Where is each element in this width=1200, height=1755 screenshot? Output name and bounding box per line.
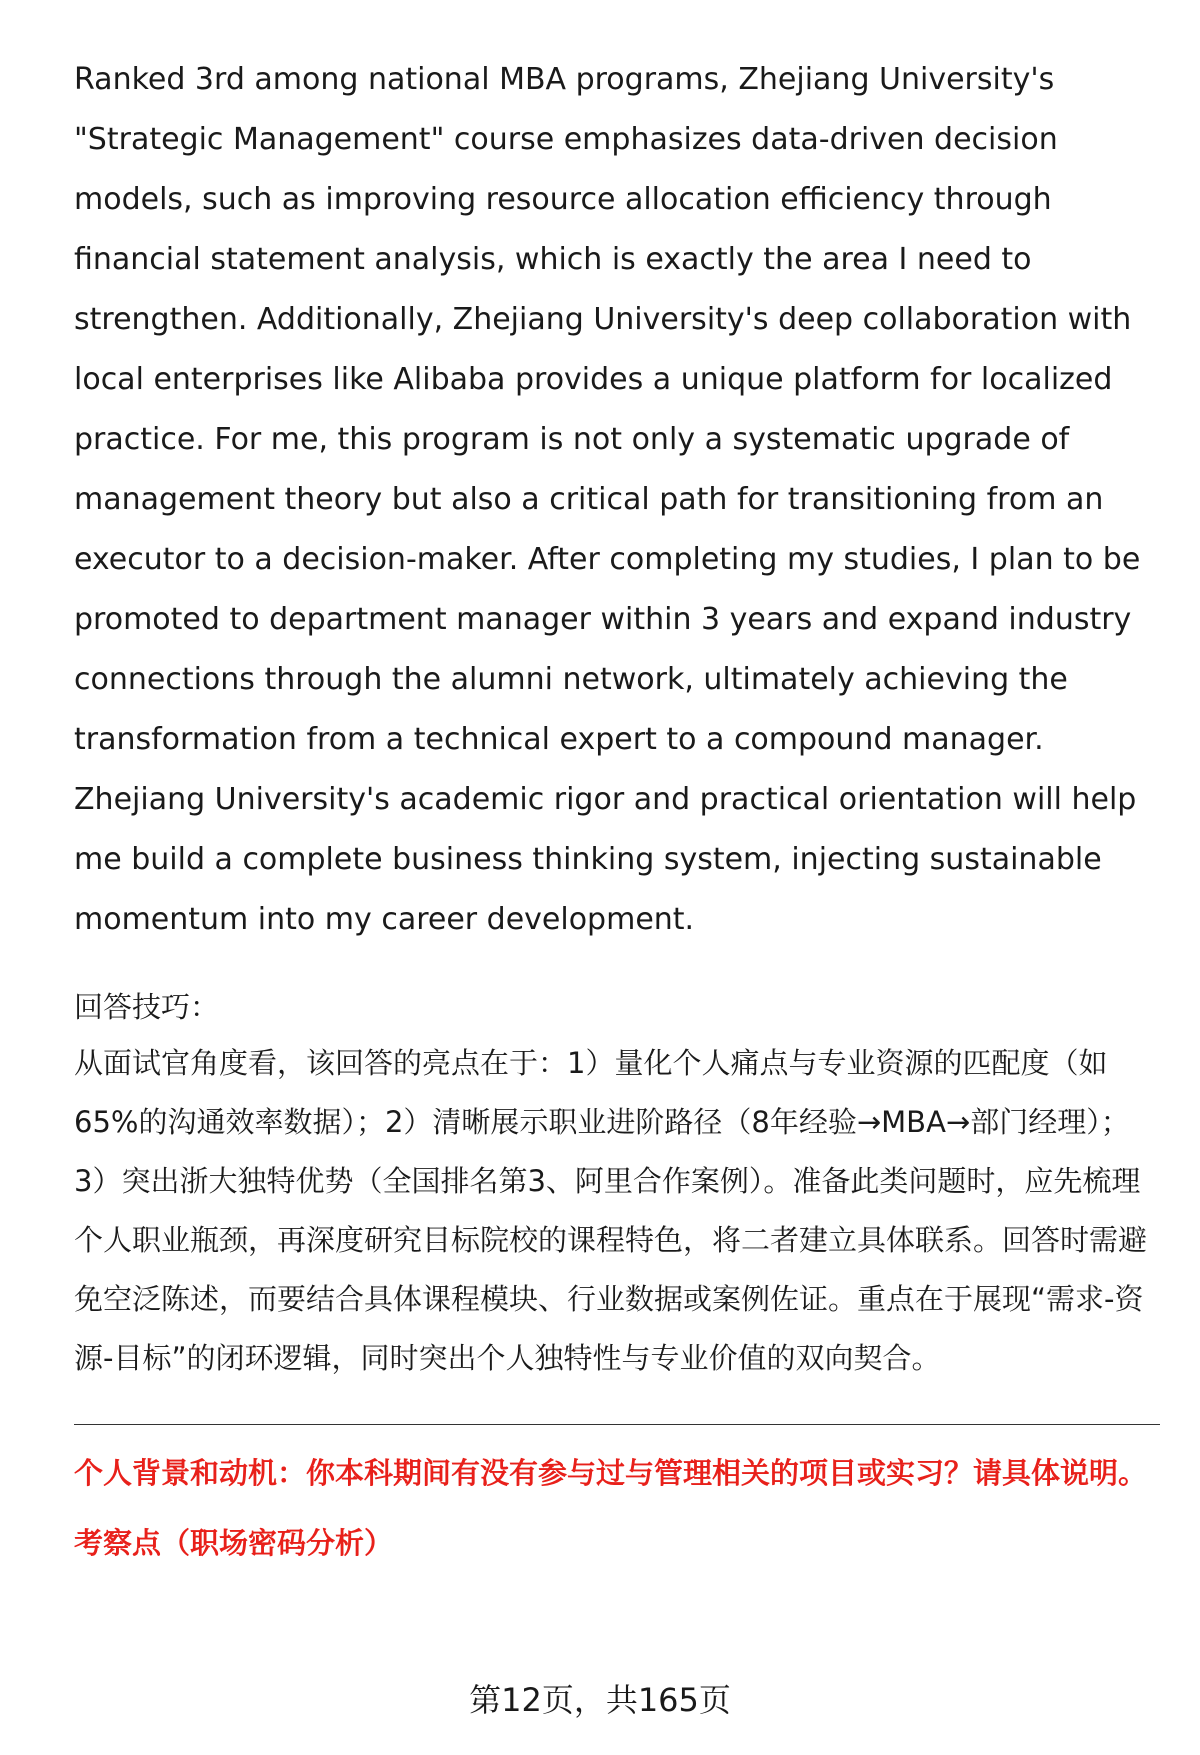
section-divider [74,1424,1160,1425]
page-content [74,50,1160,1565]
next-question: 个人背景和动机：你本科期间有没有参与过与管理相关的项目或实习？请具体说明。 [74,1456,1148,1490]
tips-body: 从面试官角度看，该回答的亮点在于：1）量化个人痛点与专业资源的匹配度（如65%的沟通效率数据）；2）清晰展示职业进阶路径（8年经验→MBA→部门经理）；3）突出浙大独特优势（全国排名第3、阿里合作案例）。准备此类问题时，应先梳理个人职业瓶颈，再深度研究目标院校的课程特色，将二者建立具体联系。回答时需避免空泛陈述，而要结合具体课程模块、行业数据或案例佐证。重点在于展现“需求-资源-目标”的闭环逻辑，同时突出个人独特性与专业价值的双向契合。 [74,1046,1148,1375]
tips-label: 回答技巧： [74,990,220,1024]
section-title: 考察点（职场密码分析） [74,1526,394,1560]
page-number: 第12页，共165页 [469,1681,731,1719]
answer-paragraph: Ranked 3rd among national MBA programs, Zhejiang University's "Strategic Management" course emphasizes data-driven decision models, such as improving resource allocation efficiency through financial statement analysis, which is exactly the area I need to strengthen. Additionally, Zhejiang University's deep collaboration with local enterprises like Alibaba provides a unique platform for localized practice. For me, this program is not only a systematic upgrade of management theory but also a critical path for transitioning from an executor to a decision-maker. After completing my studies, I plan to be promoted to department manager within 3 years and expand industry connections through the alumni network, ultimately achieving the transformation from a technical expert to a compound manager. Zhejiang University's academic rigor and practical orientation will help me build a complete business thinking system, injecting sustainable momentum into my career development. [74,62,1141,937]
